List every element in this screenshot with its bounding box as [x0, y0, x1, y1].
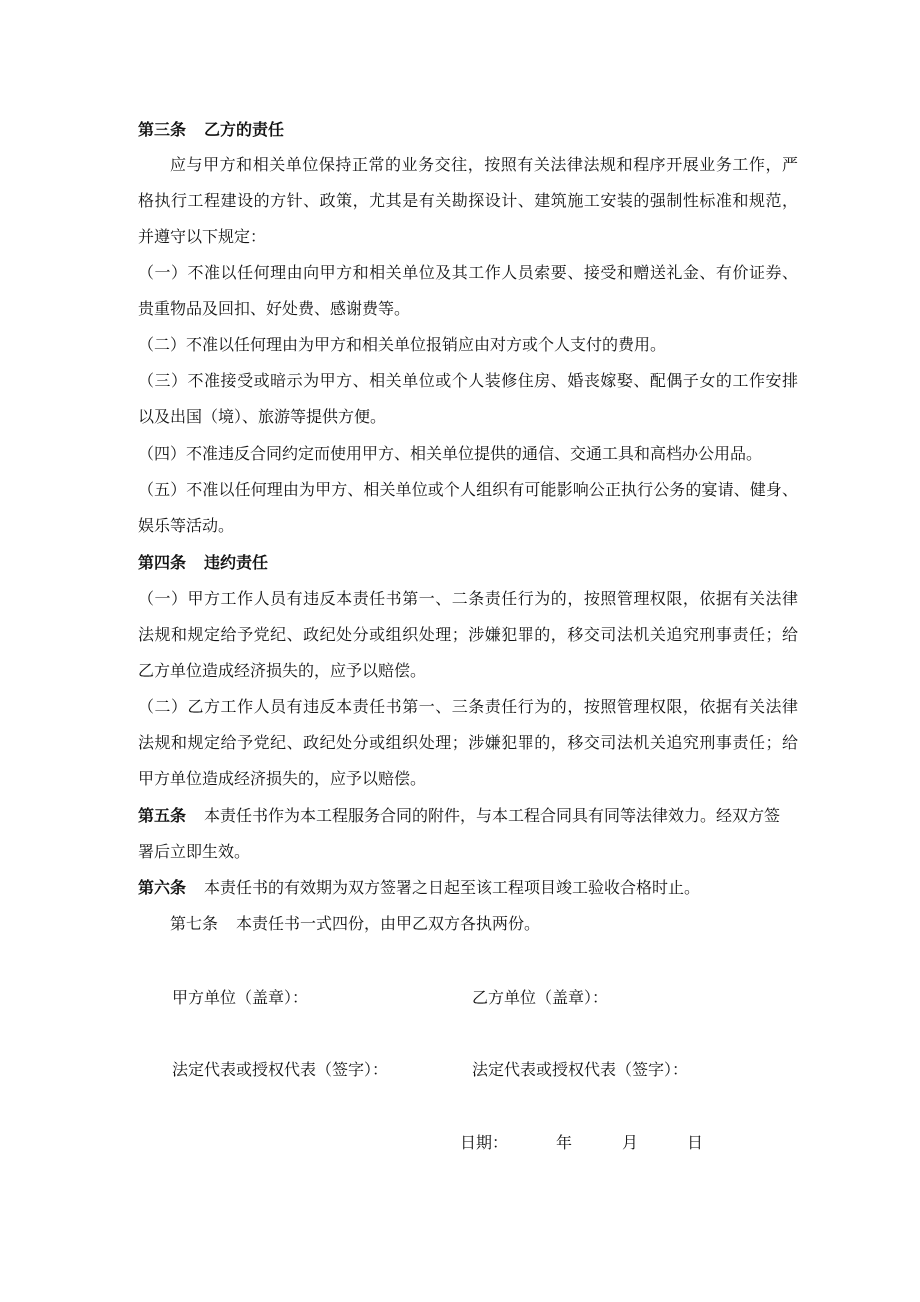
article-5-line-2: 署后立即生效。	[138, 842, 251, 861]
article-3-item-4-line-1: （四）不准违反合同约定而使用甲方、相关单位提供的通信、交通工具和高档办公用品。	[138, 444, 763, 463]
article-4-item-2-line-1: （二）乙方工作人员有违反本责任书第一、三条责任行为的，按照管理权限，依据有关法律	[138, 697, 798, 716]
article-6-line	[138, 878, 798, 898]
article-3-number: 第三条	[138, 120, 187, 139]
article-4-item-1-line-3: 乙方单位造成经济损失的，应予以赔偿。	[138, 661, 427, 680]
party-b-unit-label: 乙方单位（盖章）：	[472, 988, 609, 1007]
party-a-unit-label: 甲方单位（盖章）：	[172, 988, 309, 1007]
party-b-rep-label: 法定代表或授权代表（签字）：	[472, 1060, 689, 1079]
article-4-item-2-line-2: 法规和规定给予党纪、政纪处分或组织处理；涉嫌犯罪的，移交司法机关追究刑事责任；给	[138, 733, 798, 752]
article-3-item-3-line-1: （三）不准接受或暗示为甲方、相关单位或个人装修住房、婚丧嫁娶、配偶子女的工作安排	[138, 371, 798, 390]
article-3-intro-line-3: 并遵守以下规定：	[138, 227, 267, 246]
date-day: 日	[687, 1133, 704, 1152]
article-3-heading	[138, 120, 798, 140]
article-3-item-1-line-1: （一）不准以任何理由向甲方和相关单位及其工作人员索要、接受和赠送礼金、有价证券、	[138, 263, 798, 282]
date-month: 月	[622, 1133, 639, 1152]
article-4-item-1-line-1: （一）甲方工作人员有违反本责任书第一、二条责任行为的，按照管理权限，依据有关法律	[138, 589, 798, 608]
party-a-rep-label: 法定代表或授权代表（签字）：	[172, 1060, 389, 1079]
article-3-item-1-line-2: 贵重物品及回扣、好处费、感谢费等。	[138, 299, 411, 318]
article-5-text-1: 本责任书作为本工程服务合同的附件，与本工程合同具有同等法律效力。经双方签	[204, 806, 781, 825]
article-7-line	[170, 914, 798, 934]
article-7-number: 第七条	[170, 914, 219, 933]
article-4-number: 第四条	[138, 553, 187, 572]
article-5-number: 第五条	[138, 806, 187, 825]
article-3-item-5-line-2: 娱乐等活动。	[138, 516, 235, 535]
article-4-item-1-line-2: 法规和规定给予党纪、政纪处分或组织处理；涉嫌犯罪的，移交司法机关追究刑事责任；给	[138, 625, 798, 644]
article-3-item-3-line-2: 以及出国（境）、旅游等提供方便。	[138, 407, 387, 426]
article-4-heading	[138, 553, 798, 573]
article-3-intro-line-1: 应与甲方和相关单位保持正常的业务交往，按照有关法律法规和程序开展业务工作，严	[170, 155, 798, 174]
article-3-item-5-line-1: （五）不准以任何理由为甲方、相关单位或个人组织有可能影响公正执行公务的宴请、健身、	[138, 480, 798, 499]
article-6-text: 本责任书的有效期为双方签署之日起至该工程项目竣工验收合格时止。	[204, 878, 701, 897]
article-4-title: 违约责任	[204, 553, 269, 572]
article-3-title: 乙方的责任	[204, 120, 285, 139]
article-7-text: 本责任书一式四份，由甲乙双方各执两份。	[236, 914, 541, 933]
date-year: 年	[556, 1133, 573, 1152]
article-3-intro-line-2: 格执行工程建设的方针、政策，尤其是有关勘探设计、建筑施工安装的强制性标准和规范，	[138, 191, 798, 210]
article-6-number: 第六条	[138, 878, 187, 897]
date-label: 日期：	[460, 1133, 509, 1152]
article-5-line-1	[138, 806, 798, 826]
article-4-item-2-line-3: 甲方单位造成经济损失的，应予以赔偿。	[138, 769, 427, 788]
article-3-item-2-line-1: （二）不准以任何理由为甲方和相关单位报销应由对方或个人支付的费用。	[138, 335, 667, 354]
